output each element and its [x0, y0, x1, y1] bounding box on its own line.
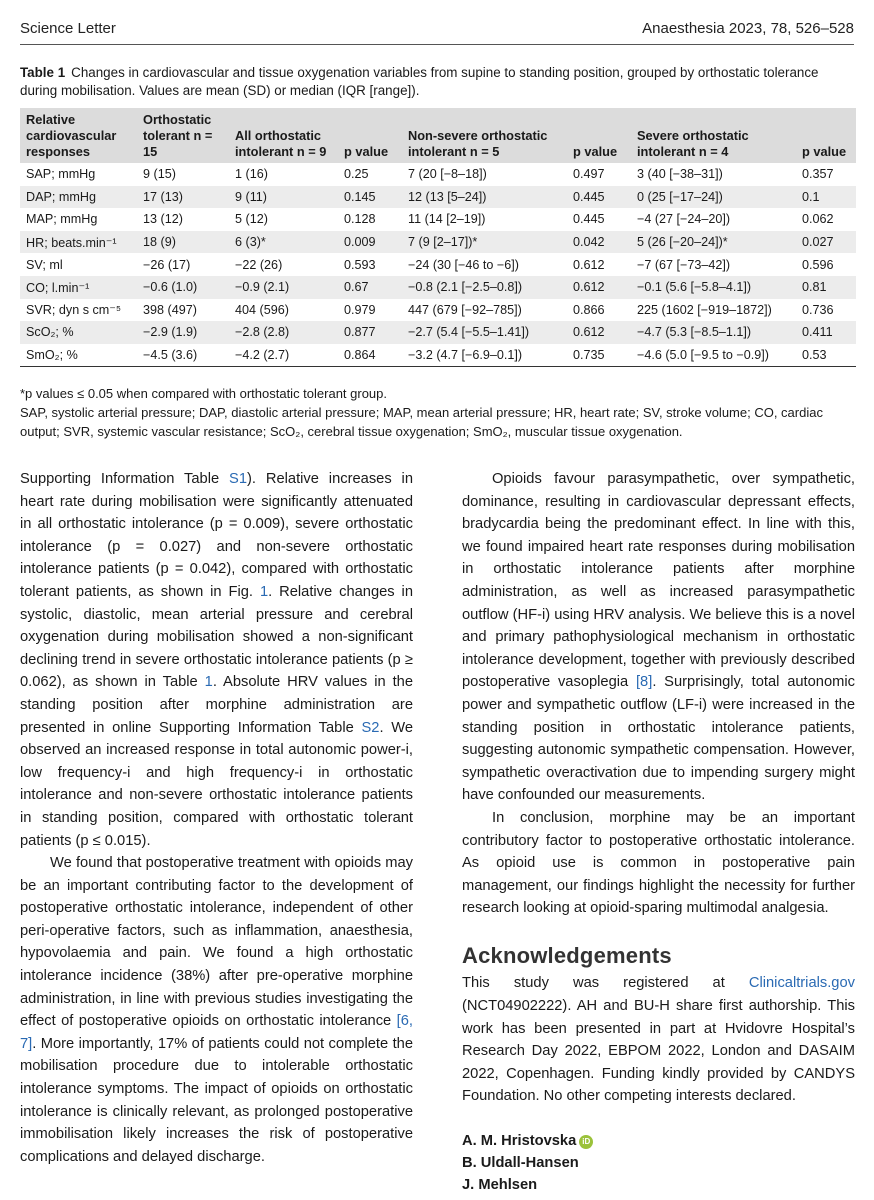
table-cell: 0.009 — [344, 235, 376, 250]
table-cell: −24 (30 [−46 to −6]) — [408, 257, 519, 272]
table-cell: 0.062 — [802, 212, 834, 227]
table-row — [20, 344, 856, 367]
table-cell: 0.411 — [802, 325, 833, 340]
acknowledgements-text — [462, 972, 855, 1108]
author-list — [462, 1130, 855, 1196]
table-cell: HR; beats.min⁻¹ — [26, 235, 117, 250]
table-cell: ScO₂; % — [26, 325, 74, 340]
table-cell: SAP; mmHg — [26, 167, 96, 182]
table-cell: 18 (9) — [143, 235, 176, 250]
table-cell: −0.8 (2.1 [−2.5–0.8]) — [408, 280, 523, 295]
text: . Absolute HRV values in the standing position after morphine administration are presented in online Supporting Information Table — [20, 674, 413, 736]
table-cell: −26 (17) — [143, 257, 191, 272]
text: . Surprisingly, total autonomic power and sympathetic outflow (LF-i) were increased in the standing position in orthostatic intolerance patients, suggesting autonomic sympathetic compensation. However, sympathetic overactivation due to impending surgery might have confounded our measurements. — [462, 674, 855, 804]
table-label: Table 1 — [20, 65, 66, 80]
table-cell: −4.5 (3.6) — [137, 344, 229, 367]
reference-6-7-link[interactable]: [6, 7] — [20, 1013, 413, 1052]
journal-citation: Anaesthesia 2023, 78, 526–528 — [642, 19, 854, 37]
table-cell: 0.596 — [802, 257, 834, 272]
paragraph — [20, 852, 413, 1168]
table-cell: CO; l.min⁻¹ — [26, 280, 90, 295]
table-cell: −0.6 (1.0) — [143, 280, 198, 295]
table-cell: −2.9 (1.9) — [143, 325, 198, 340]
table-cell: 0.042 — [573, 235, 605, 250]
table-cell: 0.128 — [344, 212, 376, 227]
footnote-abbreviations: SAP, systolic arterial pressure; DAP, diastolic arterial pressure; MAP, mean arterial pressure; HR, heart rate; SV, stroke volume; CO, cardiac output; SVR, systemic vascular resistance; ScO₂, cerebral tissue oxygenation; SmO₂, muscular tissue oxygenation. — [20, 405, 823, 439]
table-cell: MAP; mmHg — [26, 212, 98, 227]
table-cell: 5 (26 [−20–24])* — [637, 235, 728, 250]
table-cell: 0.357 — [802, 167, 834, 182]
table-cell: −2.7 (5.4 [−5.5–1.41]) — [408, 325, 530, 340]
table-cell: 404 (596) — [235, 302, 289, 317]
table-s2-link[interactable]: S2 — [361, 719, 380, 736]
table-cell: −0.1 (5.6 [−5.8–4.1]) — [637, 280, 752, 295]
header-cell: p value — [344, 144, 389, 159]
author: J. Mehlsen — [462, 1177, 538, 1194]
table-cell: 0.53 — [796, 344, 856, 367]
table-cell: SmO₂; % — [20, 344, 137, 367]
table-cell: −0.9 (2.1) — [235, 280, 290, 295]
author: B. Uldall-Hansen — [462, 1155, 579, 1172]
table-cell: 0.027 — [802, 235, 834, 250]
table-cell: 0.445 — [573, 189, 605, 204]
text: ). Relative increases in heart rate during mobilisation were significantly attenuated in all orthostatic intolerance (p = 0.009), severe orthostatic intolerance (p = 0.027) and non-severe orthostatic intolerance patients (p = 0.042), compared with orthostatic tolerant patients, as shown in Fig. — [20, 471, 413, 600]
section-label: Science Letter — [20, 19, 116, 37]
table-cell: SVR; dyn s cm⁻⁵ — [26, 303, 122, 318]
table-cell: 0.1 — [802, 189, 820, 204]
paragraph — [462, 468, 855, 807]
header-cell: Orthostatic tolerant n = 15 — [143, 112, 213, 159]
table-cell: 0.67 — [344, 280, 369, 295]
table-cell: 0.866 — [573, 302, 605, 317]
reference-8-link[interactable]: [8] — [635, 674, 653, 691]
table-row — [20, 208, 856, 231]
table-cell: 0.81 — [802, 280, 827, 295]
table-cell: DAP; mmHg — [26, 189, 96, 204]
table-caption-text: Changes in cardiovascular and tissue oxygenation variables from supine to standing position, grouped by orthostatic tolerance during mobilisation. Values are mean (SD) or median (IQR [range]). — [20, 65, 819, 98]
header-cell: Non-severe orthostatic intolerant n = 5 — [408, 128, 548, 159]
table-row — [20, 253, 856, 276]
header-cell: p value — [802, 144, 847, 159]
table-cell: 3 (40 [−38–31]) — [637, 167, 723, 182]
table-cell: −2.8 (2.8) — [235, 325, 290, 340]
text: . We observed an increased response in total autonomic power-i, low frequency-i and high frequency-i in orthostatic intolerance and non-severe orthostatic intolerance patients in standing position, compared with orthostatic tolerant patients (p ≤ 0.015). — [20, 719, 413, 849]
table-header-row — [20, 108, 856, 163]
table-cell: 447 (679 [−92–785]) — [408, 302, 522, 317]
table-cell: 0.736 — [802, 302, 834, 317]
table-body — [20, 163, 856, 367]
table-cell: 9 (15) — [143, 167, 176, 182]
table-cell: 5 (12) — [235, 212, 268, 227]
table-cell: 0.145 — [344, 189, 376, 204]
table-cell: 7 (20 [−8–18]) — [408, 167, 487, 182]
table-row — [20, 321, 856, 344]
table-cell: −3.2 (4.7 [−6.9–0.1]) — [402, 344, 567, 367]
table-cell: 0.612 — [573, 325, 605, 340]
table-cell: 0.25 — [344, 167, 369, 182]
table-cell: 0.864 — [338, 344, 402, 367]
table-cell: −7 (67 [−73–42]) — [637, 257, 731, 272]
table-cell: 7 (9 [2–17])* — [408, 235, 478, 250]
footnote-significance: *p values ≤ 0.05 when compared with orthostatic tolerant group. — [20, 386, 388, 401]
text: We found that postoperative treatment with opioids may be an important contributing factor to the development of postoperative orthostatic intolerance, independent of other peri-operative factors, such as inflammation, anaesthesia, hypovolaemia and pain. We found a high orthostatic intolerance incidence (38%) after pre-operative morphine administration, in line with previous studies investigating the effect of postoperative opioids on orthostatic intolerance — [20, 855, 413, 1030]
table-cell: −4 (27 [−24–20]) — [637, 212, 731, 227]
table-cell: 9 (11) — [235, 189, 267, 204]
table-cell: 0 (25 [−17–24]) — [637, 189, 723, 204]
table-row — [20, 163, 856, 186]
table-row — [20, 276, 856, 299]
header-cell: Relative cardiovascular responses — [26, 112, 117, 159]
table-cell: −4.7 (5.3 [−8.5–1.1]) — [637, 325, 752, 340]
table-row — [20, 299, 856, 322]
text: This study was registered at — [462, 975, 749, 992]
table-cell: 398 (497) — [143, 302, 197, 317]
table-cell: SV; ml — [26, 257, 63, 272]
table-cell: 11 (14 [2–19]) — [408, 212, 486, 227]
table-cell: 17 (13) — [143, 189, 183, 204]
table-cell: 0.445 — [573, 212, 605, 227]
text: . More importantly, 17% of patients could not complete the mobilisation procedure due to intolerable orthostatic intolerance symptoms. The impact of opioids on orthostatic intolerance is clinically relevant, as prolonged postoperative immobilisation likely increases the risk of postoperative complications and delayed discharge. — [20, 1035, 413, 1165]
table-caption — [20, 64, 854, 100]
text: Supporting Information Table — [20, 471, 230, 487]
table-cell: −4.2 (2.7) — [229, 344, 338, 367]
table-cell: 225 (1602 [−919–1872]) — [637, 302, 772, 317]
text: . Relative changes in systolic, diastolic, mean arterial pressure and cerebral oxygenation during mobilisation showed a non-significant declining trend in severe orthostatic intolerance patients (p ≥ 0.062), as shown in Table — [20, 583, 413, 691]
table-s1-link[interactable]: S1 — [229, 471, 247, 487]
table-cell: −22 (26) — [235, 257, 283, 272]
table-cell: 13 (12) — [143, 212, 183, 227]
text: (NCT04902222). AH and BU-H share first authorship. This work has been presented in part at Hvidovre Hospital’s Research Day 2022, EBPOM 2022, London and DASAIM 2022, Copenhagen. Funding kindly provided by CANDYS Foundation. No other competing interests declared. — [462, 998, 855, 1105]
clinicaltrials-link[interactable]: Clinicaltrials.gov — [748, 975, 855, 992]
table-row — [20, 186, 856, 209]
table-cell: 12 (13 [5–24]) — [408, 189, 487, 204]
author — [462, 1130, 855, 1152]
text: Opioids favour parasympathetic, over sympathetic, dominance, resulting in cardiovascular depressant effects, bradycardia being the predominant effect. In line with this, we found impaired heart rate responses during mobilisation in orthostatic intolerance patients after morphine administration, as well as increased parasympathetic outflow (HF-i) using HRV analysis. We believe this is a novel and primary pathophysiological mechanism in orthostatic intolerance development, together with previously described postoperative vasoplegia — [462, 471, 855, 691]
table-cell: 0.877 — [344, 325, 376, 340]
table-cell: 6 (3)* — [235, 235, 266, 250]
paragraph — [20, 468, 413, 852]
table-cell: 0.612 — [573, 280, 605, 295]
orcid-icon[interactable]: iD — [579, 1135, 593, 1149]
paragraph: In conclusion, morphine may be an important contributory factor to postoperative orthostatic intolerance. As opioid use is common in postoperative pain management, our findings highlight the necessity for further research looking at opioid-sparing multimodal analgesia. — [462, 809, 855, 917]
table-cell: 0.979 — [344, 302, 376, 317]
table-cell: 0.497 — [573, 167, 605, 182]
right-column — [462, 468, 855, 1196]
header-cell: p value — [573, 144, 618, 159]
table-cell: 0.593 — [344, 257, 376, 272]
running-header — [20, 14, 854, 42]
table-cell: 1 (16) — [235, 167, 268, 182]
results-table — [20, 108, 856, 367]
table-cell: −4.6 (5.0 [−9.5 to −0.9]) — [631, 344, 796, 367]
table-row — [20, 231, 856, 254]
left-column — [20, 468, 413, 1168]
table-footnotes — [20, 384, 854, 441]
table-1-link[interactable]: 1 — [204, 674, 213, 691]
header-cell: Severe orthostatic intolerant n = 4 — [637, 128, 749, 159]
table-cell: 0.612 — [573, 257, 605, 272]
header-cell: All orthostatic intolerant n = 9 — [235, 128, 327, 159]
header-rule — [20, 44, 854, 45]
table-cell: 0.735 — [567, 344, 631, 367]
fig-1-link[interactable]: 1 — [259, 583, 269, 600]
acknowledgements-heading: Acknowledgements — [462, 942, 672, 968]
author-name: A. M. Hristovska — [462, 1133, 577, 1150]
